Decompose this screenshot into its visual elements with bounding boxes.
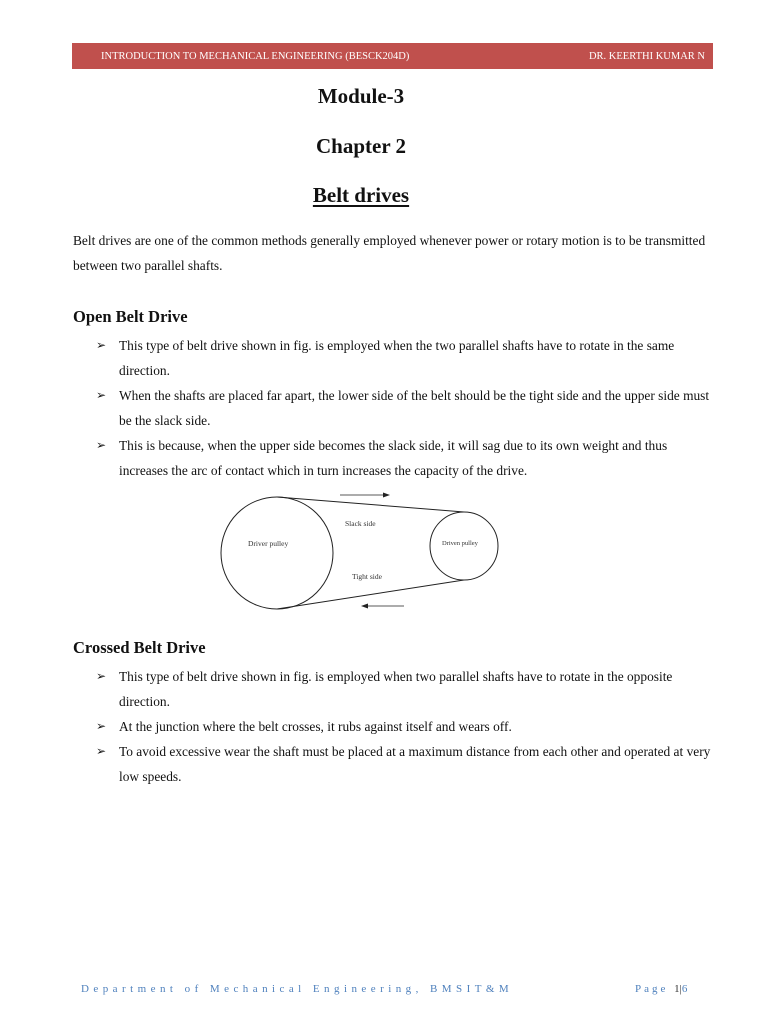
header-course: INTRODUCTION TO MECHANICAL ENGINEERING (BESCK204D)	[101, 50, 410, 62]
arrow-bullet-icon: ➢	[96, 669, 107, 683]
footer-department: Department of Mechanical Engineering, BMSIT&M	[81, 983, 514, 995]
open-belt-diagram	[210, 485, 510, 615]
header-bar	[72, 43, 713, 69]
chapter-title: Chapter 2	[315, 134, 407, 158]
arrow-bullet-icon: ➢	[96, 744, 107, 758]
list-item	[96, 333, 716, 383]
list-item-text: At the junction where the belt crosses, it rubs against itself and wears off.	[119, 719, 512, 734]
list-item	[96, 739, 716, 789]
driver-pulley	[221, 497, 333, 609]
arrow-left-icon	[361, 604, 404, 609]
list-item-text: When the shafts are placed far apart, the lower side of the belt should be the tight side and the upper side must be the slack side.	[119, 388, 710, 428]
list-item-text: To avoid excessive wear the shaft must be placed at a maximum distance from each other and operated at very low speeds.	[119, 744, 711, 784]
driver-pulley-label: Driver pulley	[248, 539, 289, 548]
footer-page-total: 6	[681, 983, 691, 995]
list-item	[96, 714, 716, 739]
arrow-bullet-icon: ➢	[96, 719, 107, 733]
arrow-right-icon	[340, 493, 390, 498]
arrow-bullet-icon: ➢	[96, 388, 107, 402]
crossed-belt-list	[96, 664, 716, 789]
open-belt-heading: Open Belt Drive	[73, 307, 188, 326]
header-author: DR. KEERTHI KUMAR N	[588, 50, 705, 62]
list-item	[96, 383, 716, 433]
footer-page-separator: |	[679, 983, 682, 995]
tight-side-label: Tight side	[352, 572, 382, 581]
slack-side-label: Slack side	[345, 519, 376, 528]
intro-paragraph: Belt drives are one of the common methods generally employed whenever power or rotary motion is to be transmitted between two parallel shafts.	[73, 233, 706, 273]
list-item-text: This type of belt drive shown in fig. is employed when the two parallel shafts have to rotate in the same direction.	[119, 338, 675, 378]
list-item-text: This is because, when the upper side becomes the slack side, it will sag due to its own weight and thus increases the arc of contact which in turn increases the capacity of the drive.	[119, 438, 668, 478]
arrow-bullet-icon: ➢	[96, 338, 107, 352]
belt-lower-side	[277, 580, 464, 609]
section-title: Belt drives	[312, 183, 410, 207]
driven-pulley-label: Driven pulley	[442, 540, 478, 547]
footer-page-word: Page	[635, 983, 669, 995]
open-belt-list	[96, 333, 716, 483]
list-item	[96, 664, 716, 714]
module-title: Module-3	[317, 84, 405, 108]
list-item	[96, 433, 716, 483]
list-item-text: This type of belt drive shown in fig. is employed when two parallel shafts have to rotate in the opposite direction.	[119, 669, 673, 709]
arrow-bullet-icon: ➢	[96, 438, 107, 452]
footer-page-number	[635, 983, 690, 995]
footer-page-current: 1	[674, 983, 680, 995]
crossed-belt-heading: Crossed Belt Drive	[73, 638, 206, 657]
